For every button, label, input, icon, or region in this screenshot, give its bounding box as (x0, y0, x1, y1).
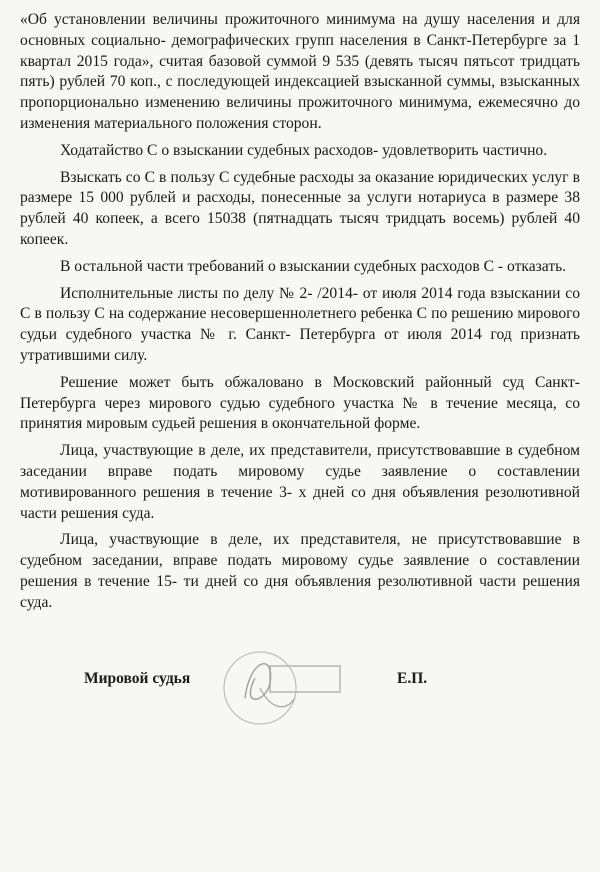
document-body (20, 10, 580, 614)
signature-name: Е.П. (397, 670, 428, 687)
paragraph-writs-of-execution: Исполнительные листы по делу № 2- /2014- от июля 2014 года взыскании со С в пользу С на содержание несовершеннолетнего ребенка С по решению мирового судьи судебного участка № г. Санкт- Петербурга от июля 2014 год признать утратившими силу. (20, 284, 580, 364)
signature-block (0, 668, 600, 708)
paragraph-petition: Ходатайство С о взыскании судебных расходов- удовлетворить частично. (60, 141, 548, 159)
paragraph-recover-costs: Взыскать со С в пользу С судебные расходы за оказание юридических услуг в размере 15 000 рублей и расходы, понесенные за услуги нотариуса в размере 38 рублей 40 копеек, а всего 15038 (пятнадцать тысяч тридцать восемь) рублей 40 копеек. (20, 168, 580, 248)
paragraph-reasoned-decision: Лица, участвующие в деле, их представители, присутствовавшие в судебном заседании вправе подать мировому судье заявление о составлении мотивированного решения в течение 3- х дней со дня объявления резолютивной части решения суда. (20, 442, 580, 522)
paragraph-absent-parties: Лица, участвующие в деле, их представителя, не присутствовавшие в судебном заседании, вправе подать мировому судье заявление о составлении решения в течение 15- ти дней со дня объявления резолютивной части решения суда. (20, 531, 580, 611)
paragraph-appeal: Решение может быть обжаловано в Московский районный суд Санкт-Петербурга через мирового судью судебного участка № в течение месяца, со принятия мировым судьей решения в окончательной форме. (20, 373, 580, 433)
paragraph-subsistence-minimum: «Об установлении величины прожиточного минимума на душу населения и для основных социально- демографических групп населения в Санкт-Петербурге за 1 квартал 2015 года», считая базовой суммой 9 535 (девять тысяч пятьсот тридцать пять) рублей 70 коп., с последующей индексацией взысканной суммы, взысканных пропорционально изменению величины прожиточного минимума, ежемесячно до изменения материального положения сторон. (20, 11, 580, 132)
signature-title: Мировой судья (84, 670, 191, 687)
paragraph-remaining-claims: В остальной части требований о взыскании судебных расходов С - отказать. (60, 257, 567, 275)
